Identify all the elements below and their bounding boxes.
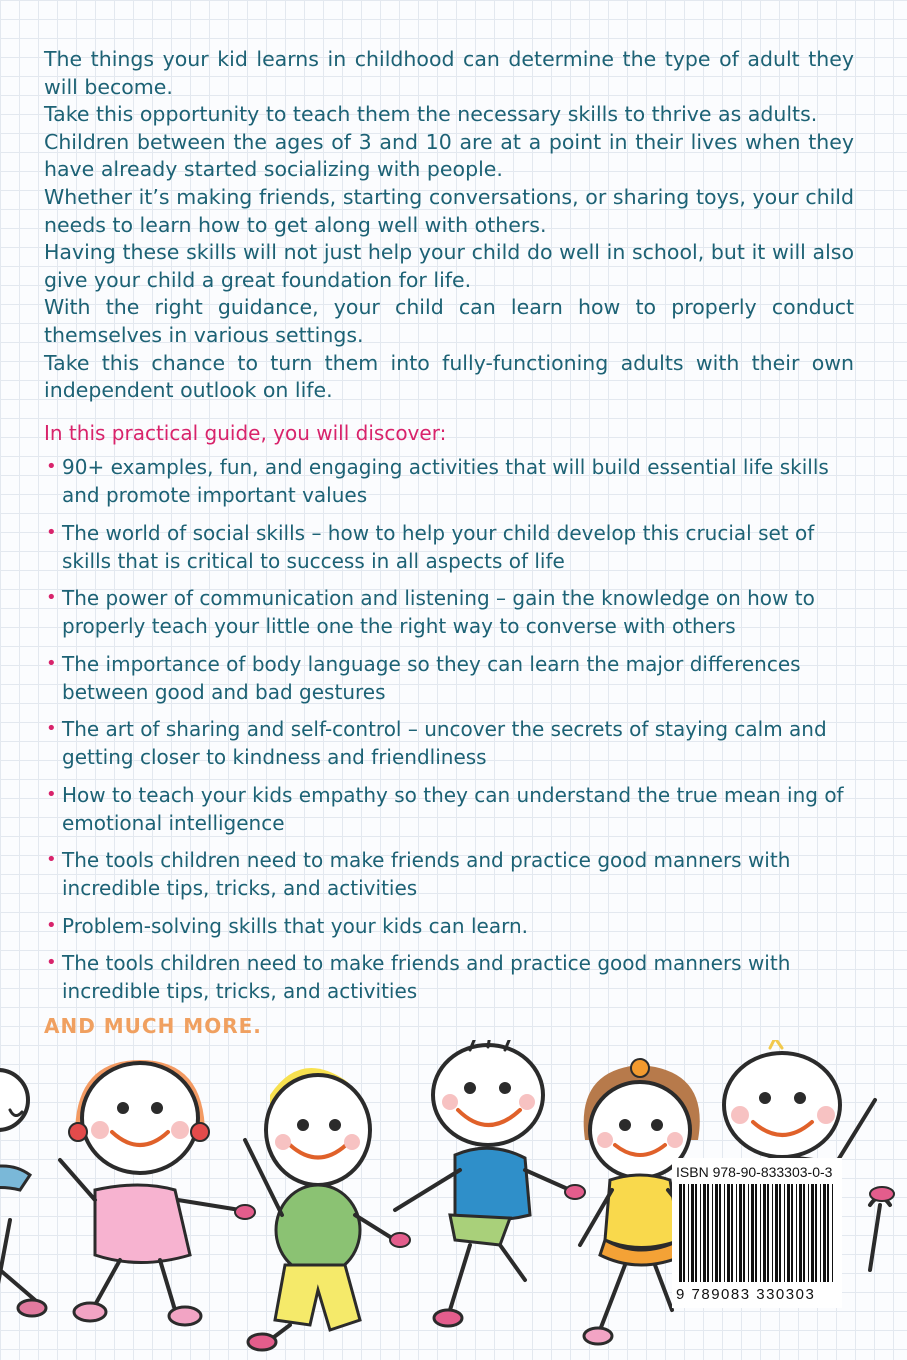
isbn-label: ISBN 978-90-833303-0-3 xyxy=(676,1164,833,1180)
barcode-digits: 9 789083 330303 xyxy=(676,1286,816,1303)
intro-paragraph: Take this opportunity to teach them the necessary skills to thrive as adults. xyxy=(44,102,818,127)
bullet-icon: • xyxy=(46,783,57,805)
bullet-icon: • xyxy=(46,456,57,477)
intro-paragraph: Whether it’s making friends, starting conversations, or sharing toys, your child needs to learn how to get along well with others. xyxy=(44,184,854,237)
list-item xyxy=(46,715,854,771)
bullet-icon: • xyxy=(46,587,57,608)
intro-paragraph: With the right guidance, your child can learn how to properly conduct themselves in various settings. xyxy=(44,295,854,347)
bullet-icon: • xyxy=(46,914,57,936)
list-item xyxy=(46,949,854,1005)
list-item-text: How to teach your kids empathy so they can understand the true mean ing of emotional intelligence xyxy=(62,782,844,835)
intro-paragraph: Children between the ages of 3 and 10 are at a point in their lives when they have already started socializing with people. xyxy=(44,129,854,182)
list-item-text: The world of social skills – how to help your child develop this crucial set of skills that is critical to success in all aspects of life xyxy=(62,520,815,573)
list-item xyxy=(46,584,854,640)
and-much-more: AND MUCH MORE. xyxy=(44,1014,262,1038)
intro-paragraph: Take this chance to turn them into fully-functioning adults with their own independent outlook on life. xyxy=(44,350,854,403)
list-item-text: The importance of body language so they can learn the major differences between good and bad gestures xyxy=(62,651,801,704)
list-item xyxy=(46,781,854,837)
list-item xyxy=(46,650,854,706)
intro-paragraph: The things your kid learns in childhood can determine the type of adult they will become. xyxy=(44,47,854,99)
kid-illustration xyxy=(395,1040,585,1326)
list-item-text: The art of sharing and self-control – uncover the secrets of staying calm and getting closer to kindness and friendliness xyxy=(62,717,827,769)
list-item-text: 90+ examples, fun, and engaging activities that will build essential life skills and promote important values xyxy=(62,455,829,507)
list-item xyxy=(46,453,854,509)
feature-list xyxy=(46,453,854,1015)
bullet-icon: • xyxy=(46,849,57,870)
bullet-icon: • xyxy=(46,521,57,543)
kid-illustration xyxy=(245,1068,410,1350)
list-item-text: The power of communication and listening – gain the knowledge on how to properly teach your little one the right way to converse with others xyxy=(62,586,815,638)
kid-illustration xyxy=(60,1060,255,1325)
bullet-icon: • xyxy=(46,718,57,739)
list-item xyxy=(46,846,854,902)
list-item xyxy=(46,912,854,940)
bullet-icon: • xyxy=(46,952,57,973)
list-item-text: Problem-solving skills that your kids can learn. xyxy=(62,913,528,938)
intro-text xyxy=(44,46,854,405)
list-item-text: The tools children need to make friends and practice good manners with incredible tips, tricks, and activities xyxy=(62,951,791,1003)
discover-heading: In this practical guide, you will discover: xyxy=(44,421,447,445)
bullet-icon: • xyxy=(46,652,57,674)
list-item-text: The tools children need to make friends and practice good manners with incredible tips, tricks, and activities xyxy=(62,848,791,900)
intro-paragraph: Having these skills will not just help your child do well in school, but it will also give your child a great foundation for life. xyxy=(44,240,854,292)
list-item xyxy=(46,519,854,575)
barcode xyxy=(677,1184,837,1284)
kid-illustration xyxy=(0,1070,46,1316)
